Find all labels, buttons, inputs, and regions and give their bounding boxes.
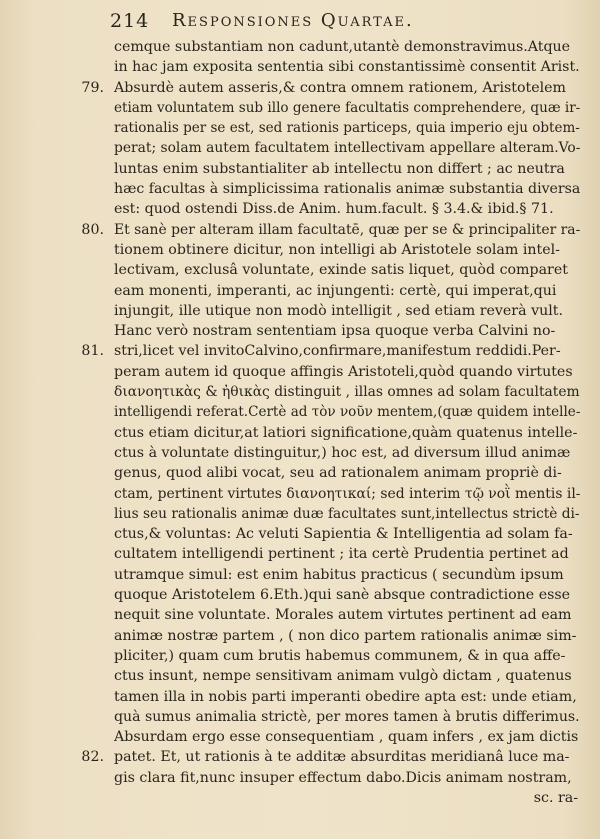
line-text: quà sumus animalia strictè, per mores tamen à brutis differimus.	[114, 708, 580, 725]
text-line	[114, 707, 580, 727]
text-line	[114, 443, 580, 463]
text-line	[114, 118, 580, 138]
text-line	[114, 240, 580, 260]
marginal-number: 82.	[81, 749, 104, 766]
text-line	[114, 484, 580, 504]
line-text: διανοητικὰς & ἠθικὰς distinguit , illas omnes ad solam facultatem	[114, 384, 580, 401]
line-text: ctus,& voluntas: Ac veluti Sapientia & Intelligentia ad solam fa-	[114, 526, 573, 543]
text-line	[114, 768, 580, 788]
line-text: animæ nostræ partem , ( non dico partem rationalis animæ sim-	[114, 627, 577, 644]
line-text: quoque Aristotelem 6.Eth.)qui sanè absque contradictione esse	[114, 587, 571, 604]
line-text: nequit sine voluntate. Morales autem virtutes pertinent ad eam	[114, 607, 572, 624]
text-line	[114, 321, 580, 341]
text-line	[114, 504, 580, 524]
line-text: cemque substantiam non cadunt,utantè demonstravimus.Atque	[114, 39, 571, 55]
line-text: tionem obtinere dicitur, non intelligi ab Aristotele solam intel-	[114, 241, 560, 258]
page-number: 214	[110, 10, 150, 32]
text-line	[114, 199, 580, 219]
line-text: est: quod ostendi Diss.de Anim. hum.facult. § 3.4.& ibid.§ 71.	[114, 201, 554, 218]
text-line	[114, 687, 580, 707]
text-line	[81, 220, 581, 240]
line-text: Et sanè per alteram illam facultatē, quæ per se & principaliter ra-	[114, 221, 581, 238]
line-text: intelligendi referat.Certè ad τὸν νοῦν mentem,(quæ quidem intelle-	[114, 404, 581, 421]
text-block	[81, 37, 581, 808]
text-line	[114, 585, 580, 605]
line-text: lius seu rationalis animæ duæ facultates sunt,intellectus strictè di-	[114, 505, 580, 522]
line-text: etiam voluntatem sub illo genere facultatis comprehendere, quæ ir-	[114, 99, 581, 116]
line-text: utramque simul: est enim habitus practicus ( secundùm ipsum	[114, 566, 564, 583]
text-line	[81, 341, 580, 361]
text-line	[114, 98, 580, 118]
text-line	[114, 138, 580, 158]
line-text: luntas enim substantialiter ab intellectu non differt ; ac neutra	[114, 160, 565, 177]
line-text: genus, quod alibi vocat, seu ad rationalem animam propriè di-	[114, 465, 562, 482]
marginal-number: 80.	[81, 221, 104, 238]
text-line	[114, 646, 580, 666]
text-line	[114, 423, 580, 443]
text-line	[114, 362, 580, 382]
text-line	[114, 544, 580, 564]
page-header	[110, 4, 580, 34]
text-line	[114, 159, 580, 179]
line-text: Absurdam ergo esse consequentiam , quam infers , ex jam dictis	[114, 729, 579, 746]
text-line	[114, 463, 580, 483]
text-line	[114, 605, 580, 625]
line-text: Absurdè autem asseris,& contra omnem rationem, Aristotelem	[114, 79, 567, 96]
text-line	[81, 747, 580, 767]
line-text: stri,licet vel invitoCalvino,confirmare,manifestum reddidi.Per-	[114, 343, 561, 360]
line-text: tamen illa in nobis parti imperanti obedire apta est: unde etiam,	[114, 688, 577, 705]
line-text: cultatem intelligendi pertinent ; ita certè Prudentia pertinet ad	[114, 546, 569, 563]
line-text: ctus à voluntate distinguitur,) hoc est, ad diversum illud animæ	[114, 444, 571, 461]
line-text: rationalis per se est, sed rationis particeps, quia imperio eju obtem-	[114, 120, 580, 137]
text-line	[81, 78, 580, 98]
line-text: peram autem id quoque affingis Aristoteli,quòd quando virtutes	[114, 363, 573, 380]
line-text: perat; solam autem facultatem intellectivam appellare alteram.Vo-	[114, 140, 581, 157]
text-line	[114, 524, 580, 544]
line-text: lectivam, exclusâ voluntate, exinde satis liquet, quòd comparet	[114, 262, 568, 279]
text-line	[114, 260, 580, 280]
text-line	[114, 57, 580, 77]
running-head: Responsiones Quartae.	[172, 10, 414, 31]
text-line	[114, 37, 580, 57]
line-text: ctus etiam dicitur,at latiori significatione,quàm quatenus intelle-	[114, 424, 578, 441]
text-line	[114, 666, 580, 686]
text-line	[114, 626, 580, 646]
text-line	[114, 281, 580, 301]
text-line	[114, 402, 580, 422]
line-text: eam monenti, imperanti, ac injungenti: certè, qui imperat,qui	[114, 282, 557, 299]
line-text: injungit, ille utique non modò intelligit , sed etiam reverà vult.	[114, 302, 563, 319]
line-text: in hac jam exposita sententia sibi constantissimè consentit Arist.	[114, 59, 580, 76]
line-text: patet. Et, ut rationis à te additæ absurditas meridianâ luce ma-	[114, 749, 570, 766]
line-text: hæc facultas à simplicissima rationalis animæ substantia diversa	[114, 181, 581, 198]
line-text: gis clara fit,nunc insuper effectum dabo.Dicis animam nostram,	[114, 769, 572, 786]
text-line	[114, 727, 580, 747]
text-line	[114, 301, 580, 321]
line-text: ctus insunt, nempe sensitivam animam vulgò dictam , quatenus	[114, 668, 572, 685]
marginal-number: 81.	[81, 343, 104, 360]
text-line	[114, 382, 580, 402]
catchword: sc. ra-	[533, 789, 578, 806]
marginal-number: 79.	[81, 79, 104, 96]
text-line	[114, 179, 580, 199]
text-line	[114, 565, 580, 585]
line-text: ctam, pertinent virtutes διανοητικαί; sed interim τῷ νοῒ mentis il-	[114, 485, 581, 502]
line-text: pliciter,) quam cum brutis habemus communem, & in qua affe-	[114, 647, 566, 664]
line-text: Hanc verò nostram sententiam ipsa quoque verba Calvini no-	[114, 323, 556, 340]
